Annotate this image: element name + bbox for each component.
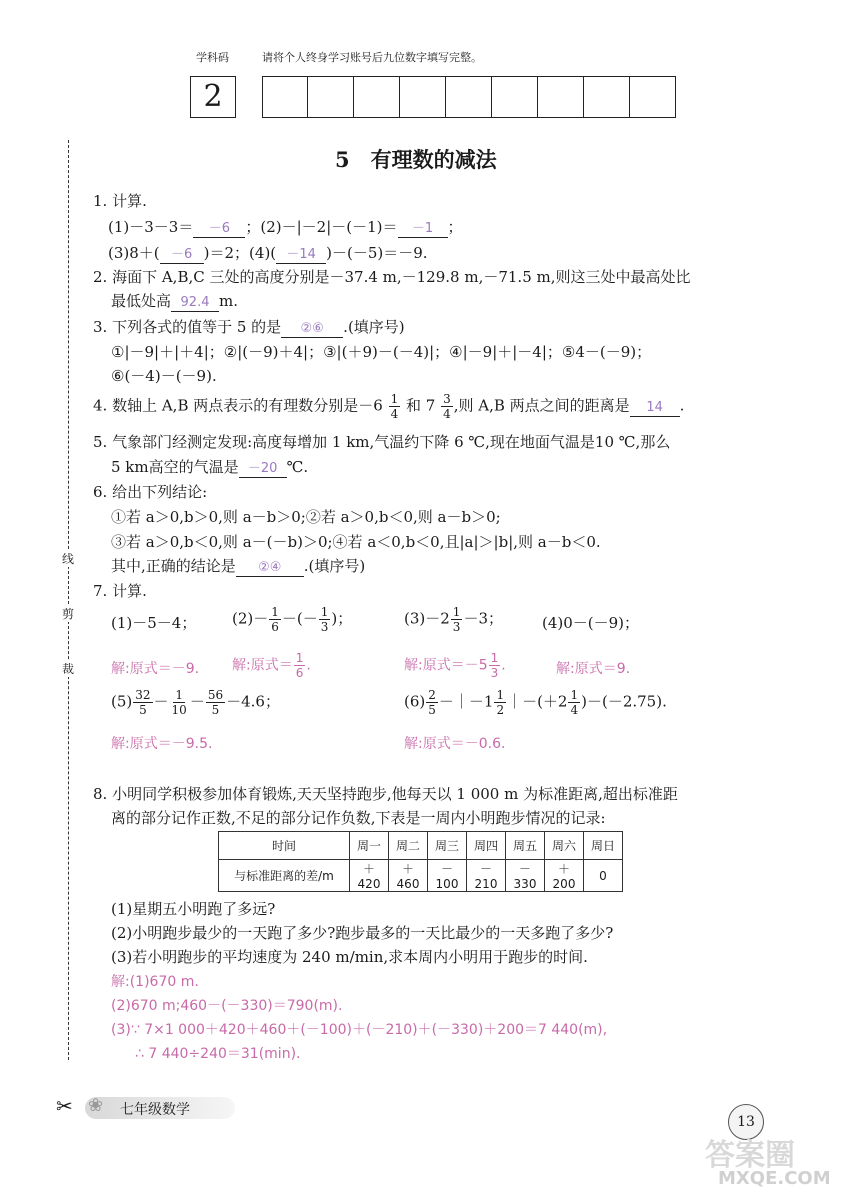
cut-line-label: 线 xyxy=(62,552,75,566)
q7-part1: (1)－5－4； xyxy=(111,614,197,632)
table-cell: 周一 xyxy=(350,832,389,860)
q4-text: ,则 A,B 两点之间的距离是 xyxy=(453,396,630,415)
fraction: $\frac{56}{5}$ xyxy=(207,688,224,717)
q8-sub1: (1)星期五小明跑了多远? xyxy=(111,900,276,918)
footer-book-title: 七年级数学 xyxy=(120,1102,190,1118)
q2-text: m. xyxy=(219,292,239,310)
q7-solution-text: 解:原式＝ xyxy=(232,657,293,674)
account-digit-box[interactable] xyxy=(538,76,584,118)
q7-text: －3； xyxy=(463,609,503,628)
account-digit-box[interactable] xyxy=(308,76,354,118)
table-cell: ＋200 xyxy=(545,860,584,892)
table-cell: 时间 xyxy=(219,832,350,860)
table-cell: ＋460 xyxy=(389,860,428,892)
subject-code-box xyxy=(190,76,236,118)
q3-answer: ②⑥ xyxy=(281,321,343,338)
q2-line1: 2. 海面下 A,B,C 三处的高度分别是－37.4 m,－129.8 m,－71.5 m,则这三处中最高处比 xyxy=(93,268,691,286)
account-digit-box[interactable] xyxy=(492,76,538,118)
fraction: $\frac{1}{2}$ xyxy=(496,688,505,717)
fraction: $\frac{1}{4}$ xyxy=(570,688,579,717)
table-row xyxy=(219,860,623,892)
fraction: $\frac{1}{3}$ xyxy=(320,605,329,634)
q1-answer-3: －6 xyxy=(160,247,204,264)
q7-solution-6: 解:原式＝－0.6. xyxy=(404,736,506,752)
account-digit-box[interactable] xyxy=(584,76,630,118)
q6-text: 其中,正确的结论是 xyxy=(111,557,236,575)
footer-flower-icon: ❀ xyxy=(88,1095,104,1116)
table-cell: －100 xyxy=(428,860,467,892)
q2-line2 xyxy=(111,290,238,312)
q7-text: )； xyxy=(331,609,353,628)
q8-solution-1: 解:(1)670 m. xyxy=(111,974,199,990)
q4-answer: 14 xyxy=(630,400,680,417)
q7-text: (2)－ xyxy=(232,609,269,628)
q7-solution-2 xyxy=(232,651,311,680)
table-cell: －330 xyxy=(506,860,545,892)
q7-solution-text: . xyxy=(306,657,311,674)
q7-solution-5: 解:原式＝－9.5. xyxy=(111,736,213,752)
q7-solution-4: 解:原式＝9. xyxy=(556,661,631,677)
table-cell: 与标准距离的差/m xyxy=(219,860,350,892)
q8-line1: 8. 小明同学积极参加体育锻炼,天天坚持跑步,他每天以 1 000 m 为标准距离,超出标准距 xyxy=(93,785,678,803)
header-instruction: 请将个人终身学习账号后九位数字填写完整。 xyxy=(262,51,482,64)
q8-solution-2: (2)670 m;460－(－330)＝790(m). xyxy=(111,998,343,1014)
q4-text: 和 7 xyxy=(406,396,436,415)
table-cell: 周二 xyxy=(389,832,428,860)
q1-answer-2: －1 xyxy=(398,221,448,238)
q6-text: .(填序号) xyxy=(303,557,366,575)
account-digit-box[interactable] xyxy=(630,76,676,118)
q3-text: .(填序号) xyxy=(343,318,405,336)
q8-sub2: (2)小明跑步最少的一天跑了多少?跑步最多的一天比最少的一天多跑了多少? xyxy=(111,924,614,942)
table-cell: 周三 xyxy=(428,832,467,860)
q7-text: (3)－2 xyxy=(404,609,450,628)
fraction: $\frac{1}{6}$ xyxy=(271,605,279,634)
q7-text: －4.6； xyxy=(226,692,280,711)
table-cell: 0 xyxy=(584,860,623,892)
q6-label: 6. 给出下列结论: xyxy=(93,483,208,501)
q5-answer: －20 xyxy=(239,461,287,478)
q5-text: ℃. xyxy=(286,458,309,476)
q7-text: －｜－1 xyxy=(438,692,494,711)
account-digit-box[interactable] xyxy=(400,76,446,118)
fraction: $\frac{2}{5}$ xyxy=(428,688,436,717)
q8-sub3: (3)若小明跑步的平均速度为 240 m/min,求本周内小明用于跑步的时间. xyxy=(111,948,588,966)
q6-line1: ①若 a＞0,b＞0,则 a－b＞0;②若 a＞0,b＜0,则 a－b＞0; xyxy=(111,508,501,526)
table-cell: 周四 xyxy=(467,832,506,860)
watermark-logo: 答案圈 xyxy=(705,1138,795,1173)
q6-line3 xyxy=(111,555,365,577)
fraction: $\frac{3}{4}$ xyxy=(443,392,451,421)
running-record-table xyxy=(218,831,623,892)
q3-text: 3. 下列各式的值等于 5 的是 xyxy=(93,318,282,336)
table-cell: 周日 xyxy=(584,832,623,860)
q7-solution-text: . xyxy=(501,657,506,674)
watermark-url: MXQE.COM xyxy=(718,1168,831,1189)
q3-line1 xyxy=(93,316,405,338)
q1-text: )＝2；(4)( xyxy=(203,244,277,262)
account-digit-box[interactable] xyxy=(446,76,492,118)
q1-text: )－(－5)＝－9. xyxy=(326,244,428,262)
q7-text: ｜－(＋2 xyxy=(507,692,568,711)
q7-part6 xyxy=(404,688,667,717)
account-number-boxes xyxy=(262,76,676,118)
q7-part3 xyxy=(404,605,503,634)
page-number: 13 xyxy=(737,1114,755,1130)
q5-line1: 5. 气象部门经测定发现:高度每增加 1 km,气温约下降 6 ℃,现在地面气温是10 ℃,那么 xyxy=(93,433,671,451)
q7-part4: (4)0－(－9)； xyxy=(542,614,640,632)
q8-solution-3: (3)∵ 7×1 000＋420＋460＋(－100)＋(－210)＋(－330)＋200＝7 440(m), xyxy=(111,1022,608,1038)
table-header-row xyxy=(219,832,623,860)
q7-text: (6) xyxy=(404,692,426,711)
q6-answer: ②④ xyxy=(236,560,304,577)
q3-line3: ⑥(－4)－(－9). xyxy=(111,367,217,385)
page-title: 5 有理数的减法 xyxy=(335,147,497,172)
scissors-icon: ✂ xyxy=(56,1094,73,1118)
fraction: $\frac{1}{3}$ xyxy=(452,605,461,634)
q2-text: 最低处高 xyxy=(111,292,172,310)
q7-text: )－(－2.75). xyxy=(581,692,667,711)
q1-text: (3)8＋( xyxy=(108,244,160,262)
q7-solution-text: 解:原式＝－5 xyxy=(404,657,488,674)
q4-text: 4. 数轴上 A,B 两点表示的有理数分别是－6 xyxy=(93,396,383,415)
q7-solution-3 xyxy=(404,651,506,680)
fraction: $\frac{32}{5}$ xyxy=(135,688,151,717)
cut-line xyxy=(68,140,69,1060)
q1-answer-1: －6 xyxy=(193,221,245,238)
q1-text: ；(2)－|－2|－(－1)＝ xyxy=(245,218,398,236)
q3-line2: ①|－9|＋|＋4|；②|(－9)＋4|；③|(＋9)－(－4)|；④|－9|＋|－4|；⑤4－(－9)； xyxy=(111,343,652,361)
q7-text: (5) xyxy=(111,692,133,711)
q7-text: －(－ xyxy=(281,609,318,628)
q1-line2 xyxy=(108,242,428,264)
q8-solution-4: ∴ 7 440÷240＝31(min). xyxy=(135,1046,301,1062)
subject-code-value: 2 xyxy=(203,79,223,114)
fraction: $\frac{1}{3}$ xyxy=(490,651,499,680)
q7-part2 xyxy=(232,605,352,634)
q7-label: 7. 计算. xyxy=(93,582,147,600)
q4-line xyxy=(93,392,684,421)
q1-text: (1)－3－3＝ xyxy=(108,218,194,236)
q5-line2 xyxy=(111,456,308,478)
fraction: $\frac{1}{4}$ xyxy=(390,392,399,421)
account-digit-box[interactable] xyxy=(354,76,400,118)
table-cell: ＋420 xyxy=(350,860,389,892)
q5-text: 5 km高空的气温是 xyxy=(111,458,239,476)
table-cell: 周六 xyxy=(545,832,584,860)
cut-line-label: 裁 xyxy=(62,662,75,676)
q8-line2: 离的部分记作正数,不足的部分记作负数,下表是一周内小明跑步情况的记录: xyxy=(111,809,606,827)
account-digit-box[interactable] xyxy=(262,76,308,118)
q6-line2: ③若 a＞0,b＜0,则 a－(－b)＞0;④若 a＜0,b＜0,且|a|＞|b|,则 a－b＜0. xyxy=(111,533,601,551)
fraction: $\frac{1}{10}$ xyxy=(171,688,187,717)
fraction: $\frac{1}{6}$ xyxy=(295,651,304,680)
subject-code-label: 学科码 xyxy=(196,51,229,64)
q4-text: . xyxy=(679,396,685,415)
table-cell: 周五 xyxy=(506,832,545,860)
q2-answer: 92.4 xyxy=(171,295,219,312)
q1-line1 xyxy=(108,216,463,238)
cut-line-label: 剪 xyxy=(62,607,75,621)
table-cell: －210 xyxy=(467,860,506,892)
q1-label: 1. 计算. xyxy=(93,192,147,210)
q1-answer-4: －14 xyxy=(276,247,326,264)
q7-part5: (5) $\frac{32}{5}$ － $\frac{1}{10}$ － $\frac{56}{5}$ －4.6； xyxy=(111,688,280,717)
q7-solution-1: 解:原式＝－9. xyxy=(111,661,200,677)
q1-text: ； xyxy=(447,218,463,236)
